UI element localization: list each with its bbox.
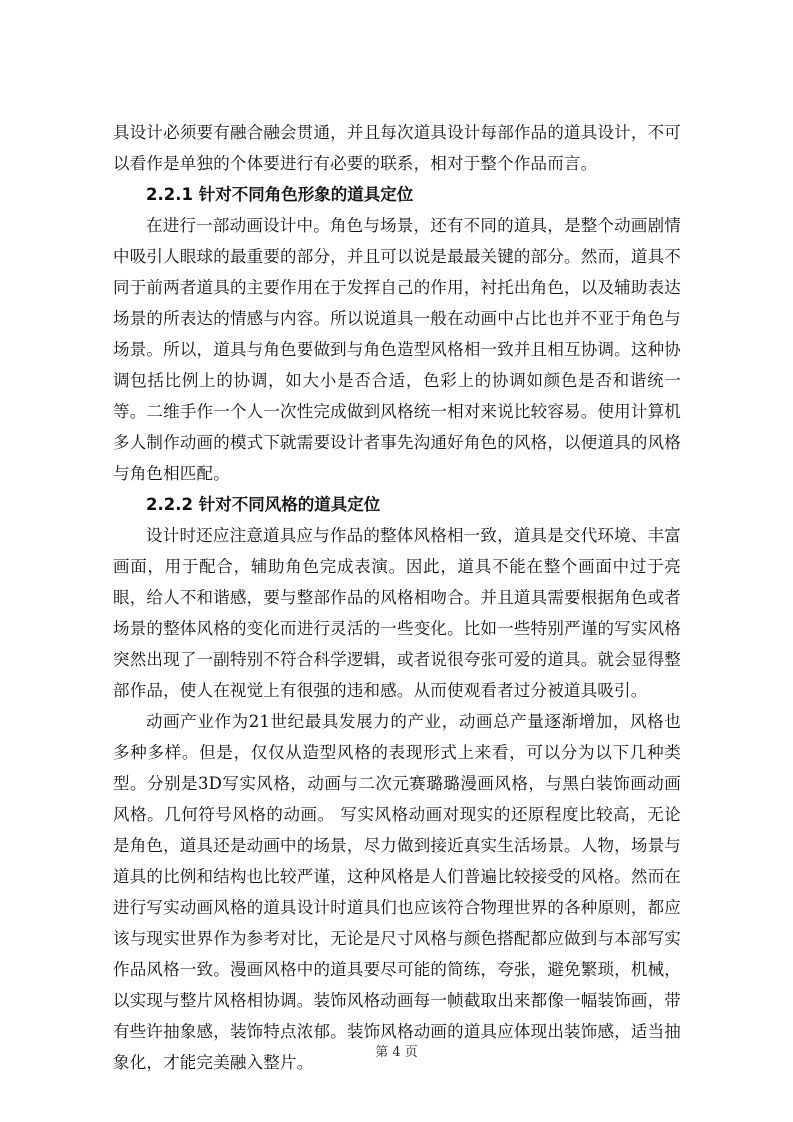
section-heading-2-2-1: 2.2.1 针对不同角色形象的道具定位 [146, 185, 414, 204]
paragraph-character-props: 在进行一部动画设计中。角色与场景，还有不同的道具，是整个动画剧情中吸引人眼球的最重要的部分，并且可以说是最最关键的部分。然而，道具不同于前两者道具的主要作用在于发挥自己的作用，衬托出角色，以及辅助表达场景的所表达的情感与内容。所以说道具一般在动画中占比也并不亚于角色与场景。所以，道具与角色要做到与角色造型风格相一致并且相互协调。这种协调包括比例上的协调，如大小是否合适，色彩上的协调如颜色是否和谐统一等。二维手作一个人一次性完成做到风格统一相对来说比较容易。使用计算机多人制作动画的模式下就需要设计者事先沟通好角色的风格，以便道具的风格与角色相匹配。 [113, 216, 681, 483]
paragraph-style-consistency: 设计时还应注意道具应与作品的整体风格相一致，道具是交代环境、丰富画面，用于配合，辅助角色完成表演。因此，道具不能在整个画面中过于亮眼，给人不和谐感，要与整部作品的风格相吻合。并且道具需要根据角色或者场景的整体风格的变化而进行灵活的一些变化。比如一些特别严谨的写实风格突然出现了一副特别不符合科学逻辑，或者说很夸张可爱的道具。就会显得整部作品，使人在视觉上有很强的违和感。从而使观看者过分被道具吸引。 [113, 526, 681, 700]
page-number: 第 4 页 [375, 1045, 418, 1060]
section-heading-2-2-2: 2.2.2 针对不同风格的道具定位 [146, 495, 381, 514]
paragraph-continuation: 具设计必须要有融合融会贯通，并且每次道具设计每部作品的道具设计，不可以看作是单独的个体要进行有必要的联系，相对于整个作品而言。 [113, 123, 681, 173]
page-body [113, 117, 681, 1078]
paragraph-animation-styles: 动画产业作为21世纪最具发展力的产业，动画总产量逐渐增加，风格也多种多样。但是，仅仅从造型风格的表现形式上来看，可以分为以下几种类型。分别是3D写实风格，动画与二次元赛璐璐漫画风格，与黑白装饰画动画风格。几何符号风格的动画。 写实风格动画对现实的还原程度比较高，无论是角色，道具还是动画中的场景，尽力做到接近真实生活场景。人物，场景与道具的比例和结构也比较严谨，这种风格是人们普遍比较接受的风格。然而在进行写实动画风格的道具设计时道具们也应该符合物理世界的各种原则，都应该与现实世界作为参考对比，无论是尺寸风格与颜色搭配都应做到与本部写实作品风格一致。漫画风格中的道具要尽可能的简练，夸张，避免繁琐，机械，以实现与整片风格相协调。装饰风格动画每一帧截取出来都像一幅装饰画，带有些许抽象感，装饰特点浓郁。装饰风格动画的道具应体现出装饰感，适当抽象化，才能完美融入整片。 [113, 712, 681, 1072]
